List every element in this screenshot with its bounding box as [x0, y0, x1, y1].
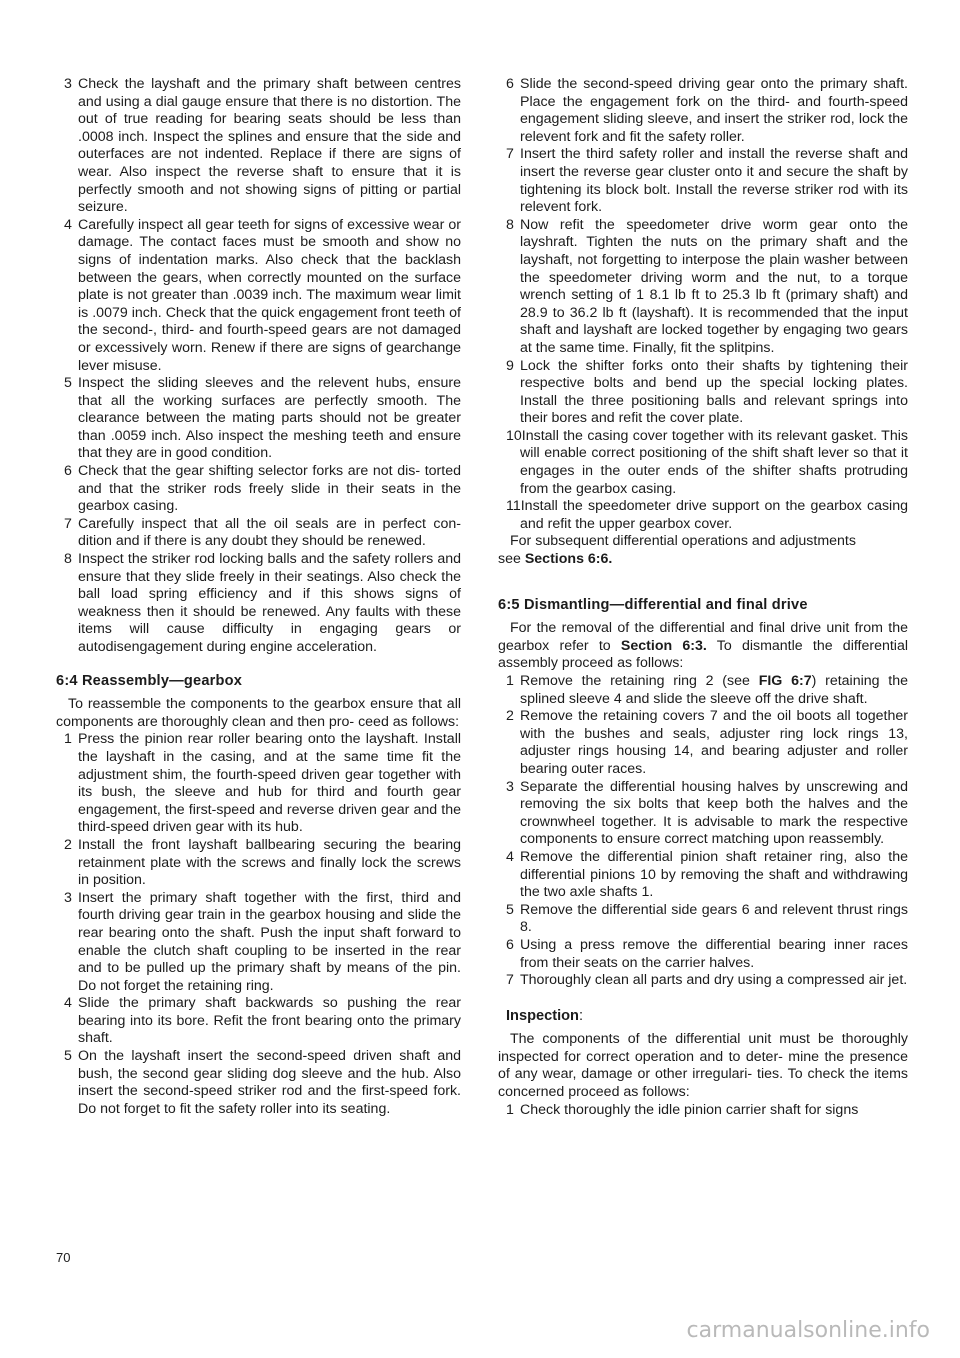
step-text: Remove the differential side gears 6 and relevent thrust rings 8.: [520, 901, 908, 936]
inspection-heading-text: Inspection: [506, 1007, 579, 1024]
step-number: 8: [506, 216, 514, 233]
section-reference: Section 6:3.: [620, 637, 707, 654]
step-number: 11: [506, 498, 521, 515]
step-number: 7: [64, 515, 72, 532]
step-number: 7: [506, 146, 514, 163]
dismantling-step-5: [498, 902, 908, 937]
see-label: see: [498, 551, 521, 568]
step-text: Lock the shifter forks onto their shafts by tightening their respective bolts and bend up the special locking plates. Install the three positioning balls and relevant springs into their bores and refit the cover plate.: [520, 357, 908, 427]
subsequent-operations-note: For subsequent differential operations and adjustments: [510, 533, 856, 550]
step-number: 6: [64, 463, 72, 480]
step-text-a: Remove the retaining ring 2 (see: [520, 673, 750, 689]
step-text: Install the front layshaft ballbearing securing the bearing retainment plate with the screws and finally lock the screws in position.: [78, 836, 461, 889]
section-heading-dismantling-differential: 6:5 Dismantling—differential and final drive: [498, 596, 808, 613]
step-number: 1: [506, 673, 514, 689]
reassembly-step-3: [56, 890, 461, 996]
reassembly-step-8: [498, 217, 908, 358]
step-text: Install the casing cover together with its relevant gasket. This will enable correct positioning of the shift shaft lever so that it engages in the outer ends of the shifter shafts protruding from the gearbox casing.: [520, 427, 908, 497]
gearbox-inspection-step-8: [56, 551, 461, 657]
step-number: 8: [64, 551, 72, 568]
watermark: carmanualsonline.info: [686, 1318, 930, 1343]
reassembly-step-5: [56, 1048, 461, 1118]
reassembly-step-6: [498, 76, 908, 146]
step-number: 4: [506, 848, 514, 865]
gearbox-inspection-step-5: [56, 375, 461, 463]
step-number: 3: [64, 76, 72, 92]
step-text: Press the pinion rear roller bearing onto the layshaft. Install the layshaft in the casing, and at the same time fit the adjustment shim, the fourth-speed driven gear together with its bush, the sleeve and hub for third and fourth gear engagement, the first-speed and reverse driven gear and the third-speed driven gear with its hub.: [78, 731, 461, 836]
step-number: 1: [506, 1101, 514, 1118]
reassembly-step-2: [56, 837, 461, 890]
step-text: Using a press remove the differential bearing inner races from their seats on the carrier halves.: [520, 936, 908, 971]
step-text-b: ) retaining the splined sleeve 4 and slide the sleeve off the drive shaft.: [520, 673, 908, 707]
right-column: [498, 76, 908, 1119]
section-intro-dismantling: [498, 620, 908, 673]
step-text: Insert the third safety roller and install the reverse shaft and insert the reverse gear cluster onto it and secure the shaft by tightening its block bolt. Install the reverse striker rod with its relevent fork.: [520, 146, 908, 216]
step-number: 9: [506, 357, 514, 374]
step-text: Inspect the striker rod locking balls and the safety rollers and ensure that they slide freely in their seatings. Also check the ball load spring efficiency and if this shows signs of weakness then it should be renewed. Any faults with these items will cause difficulty in engaging gears or autodisengagement during engine acceleration.: [78, 551, 461, 655]
gearbox-inspection-step-7: [56, 516, 461, 551]
dismantling-steps-list: [498, 708, 908, 990]
dismantling-step-3: [498, 779, 908, 849]
inspection-heading-colon: :: [578, 1007, 584, 1024]
step-text: Separate the differential housing halves by unscrewing and removing the six bolts that keep both the halves and the crownwheel together. It is advisable to mark the respective components to ensure correct matching upon reassembly.: [520, 778, 908, 848]
dismantling-step-7: [498, 972, 908, 990]
figure-reference: FIG 6:7: [758, 673, 812, 689]
step-number: 3: [64, 889, 72, 906]
dismantling-step-2: [498, 708, 908, 778]
inspection-list-gearbox: [56, 76, 461, 657]
step-number: 3: [506, 778, 514, 795]
step-text: On the layshaft insert the second-speed driven shaft and bush, the second gear sliding dog sleeve and the hub. Also insert the second-speed striker rod and the first-speed fork. Do not forget to fit the safety roller into its seating.: [78, 1048, 461, 1117]
reassembly-step-7: [498, 146, 908, 216]
step-number: 6: [506, 936, 514, 953]
step-text: Check that the gear shifting selector forks are not dis- torted and that the striker rods freely slide in their seats in the gearbox casing.: [78, 463, 461, 515]
see-reference-line: [498, 551, 908, 569]
step-text: Install the speedometer drive support on the gearbox casing and refit the upper gearbox cover.: [520, 498, 908, 532]
step-number: 4: [64, 995, 72, 1012]
step-number: 10: [506, 427, 522, 444]
step-text: Slide the primary shaft backwards so pushing the rear bearing into its bore. Refit the front bearing onto the primary shaft.: [78, 995, 461, 1047]
step-text: Insert the primary shaft together with the first, third and fourth driving gear train in the gearbox housing and slide the rear bearing onto the shaft. Push the input shaft forward to enable the clutch shaft coupling to be inserted in the rear and to be pulled up the primary shaft by means of the pin. Do not forget the retaining ring.: [78, 889, 461, 994]
step-number: 7: [506, 972, 514, 989]
dismantling-step-1: [498, 673, 908, 708]
step-text: Carefully inspect that all the oil seals are in perfect con- dition and if there is any doubt they should be renewed.: [78, 515, 461, 550]
step-number: 5: [64, 1048, 72, 1065]
reassembly-step-10: [498, 428, 908, 498]
section-intro-reassembly: To reassemble the components to the gearbox ensure that all components are thoroughly clean and then pro- ceed as follows:: [56, 696, 461, 730]
inspection-intro: The components of the differential unit must be thoroughly inspected for correct operation and to deter- mine the presence of any wear, damage or other irregulari- ties. To check the items concerned proceed as follows:: [498, 1031, 908, 1101]
step-text: Remove the differential pinion shaft retainer ring, also the differential pinions 10 by removing the shaft and withdrawing the two axle shafts 1.: [520, 848, 908, 901]
step-text: Inspect the sliding sleeves and the relevent hubs, ensure that all the working surfaces are perfectly smooth. The clearance between the mating parts should not be greater than .0059 inch. Also inspect the meshing teeth and ensure that they are in good condition.: [78, 375, 461, 462]
dismantling-step-6: [498, 937, 908, 972]
step-text: Thoroughly clean all parts and dry using a compressed air jet.: [520, 972, 908, 989]
step-text: Slide the second-speed driving gear onto the primary shaft. Place the engagement fork on the third- and fourth-speed engagement sliding sleeve, and insert the striker rod, lock the relevent fork and fit the safety roller.: [520, 76, 908, 145]
dismantling-step-4: [498, 849, 908, 902]
reassembly-steps-continued-list: [498, 76, 908, 533]
left-column: [56, 76, 461, 1118]
step-number: 2: [64, 836, 72, 853]
step-number: 2: [506, 708, 514, 725]
inspection-heading: [506, 1008, 908, 1026]
step-text: Carefully inspect all gear teeth for signs of excessive wear or damage. The contact faces must be smooth and show no signs of indentation marks. Also check that the backlash between the gears, when correctly mounted on the surface plate is not greater than .0039 inch. The maximum wear limit is .0079 inch. Check that the quick engagement front teeth of the second-, third- and fourth-speed gears are not damaged or excessively worn. Renew if there are signs of gearchange lever misuse.: [78, 216, 461, 374]
reassembly-step-4: [56, 995, 461, 1048]
step-number: 6: [506, 76, 514, 92]
step-text: Now refit the speedometer drive worm gear onto the layshraft. Tighten the nuts on the primary shaft and the layshaft, not forgetting to interpose the plain washer between the speedometer driving worm and the nut, to a torque wrench setting of 1 8.1 lb ft to 25.3 lb ft (primary shaft) and 28.9 to 36.2 lb ft (layshaft). It is recommended that the input shaft and layshaft are locked together by engaging two gears at the same time. Finally, fit the splitpins.: [520, 216, 908, 356]
intro-text-b: To dismantle the differential assembly proceed as follows:: [498, 637, 909, 672]
gearbox-inspection-step-3: [56, 76, 461, 217]
section-heading-reassembly-gearbox: 6:4 Reassembly—gearbox: [56, 672, 243, 689]
step-text: Check the layshaft and the primary shaft between centres and using a dial gauge ensure that there is no distortion. The out of true reading for bearing seats should be less than .0008 inch. Inspect the splines and ensure that the side and outerfaces are not indented. Replace if there are signs of wear. Also inspect the reverse shaft to ensure that it is perfectly smooth and not showing signs of pitting or partial seizure.: [78, 76, 461, 216]
step-number: 5: [64, 375, 72, 392]
reassembly-step-11: [498, 498, 908, 533]
reassembly-step-9: [498, 358, 908, 428]
sections-reference: Sections 6:6.: [524, 551, 613, 568]
step-number: 5: [506, 901, 514, 918]
page-number: 70: [56, 1250, 71, 1265]
step-text: Check thoroughly the idle pinion carrier shaft for signs: [520, 1101, 859, 1118]
gearbox-inspection-step-4: [56, 217, 461, 375]
step-number: 1: [64, 731, 72, 748]
reassembly-step-1: [56, 731, 461, 837]
reassembly-steps-list: [56, 731, 461, 1118]
gearbox-inspection-step-6: [56, 463, 461, 516]
intro-text-a: For the removal of the differential and final drive unit from the gearbox refer to: [498, 620, 908, 654]
inspection-step-1: [498, 1102, 908, 1120]
step-text: Remove the retaining covers 7 and the oil boots all together with the bushes and seals, adjuster ring lock rings 13, adjuster rings housing 14, and bearing adjuster and roller bearing outer races.: [520, 708, 908, 777]
step-number: 4: [64, 216, 72, 233]
